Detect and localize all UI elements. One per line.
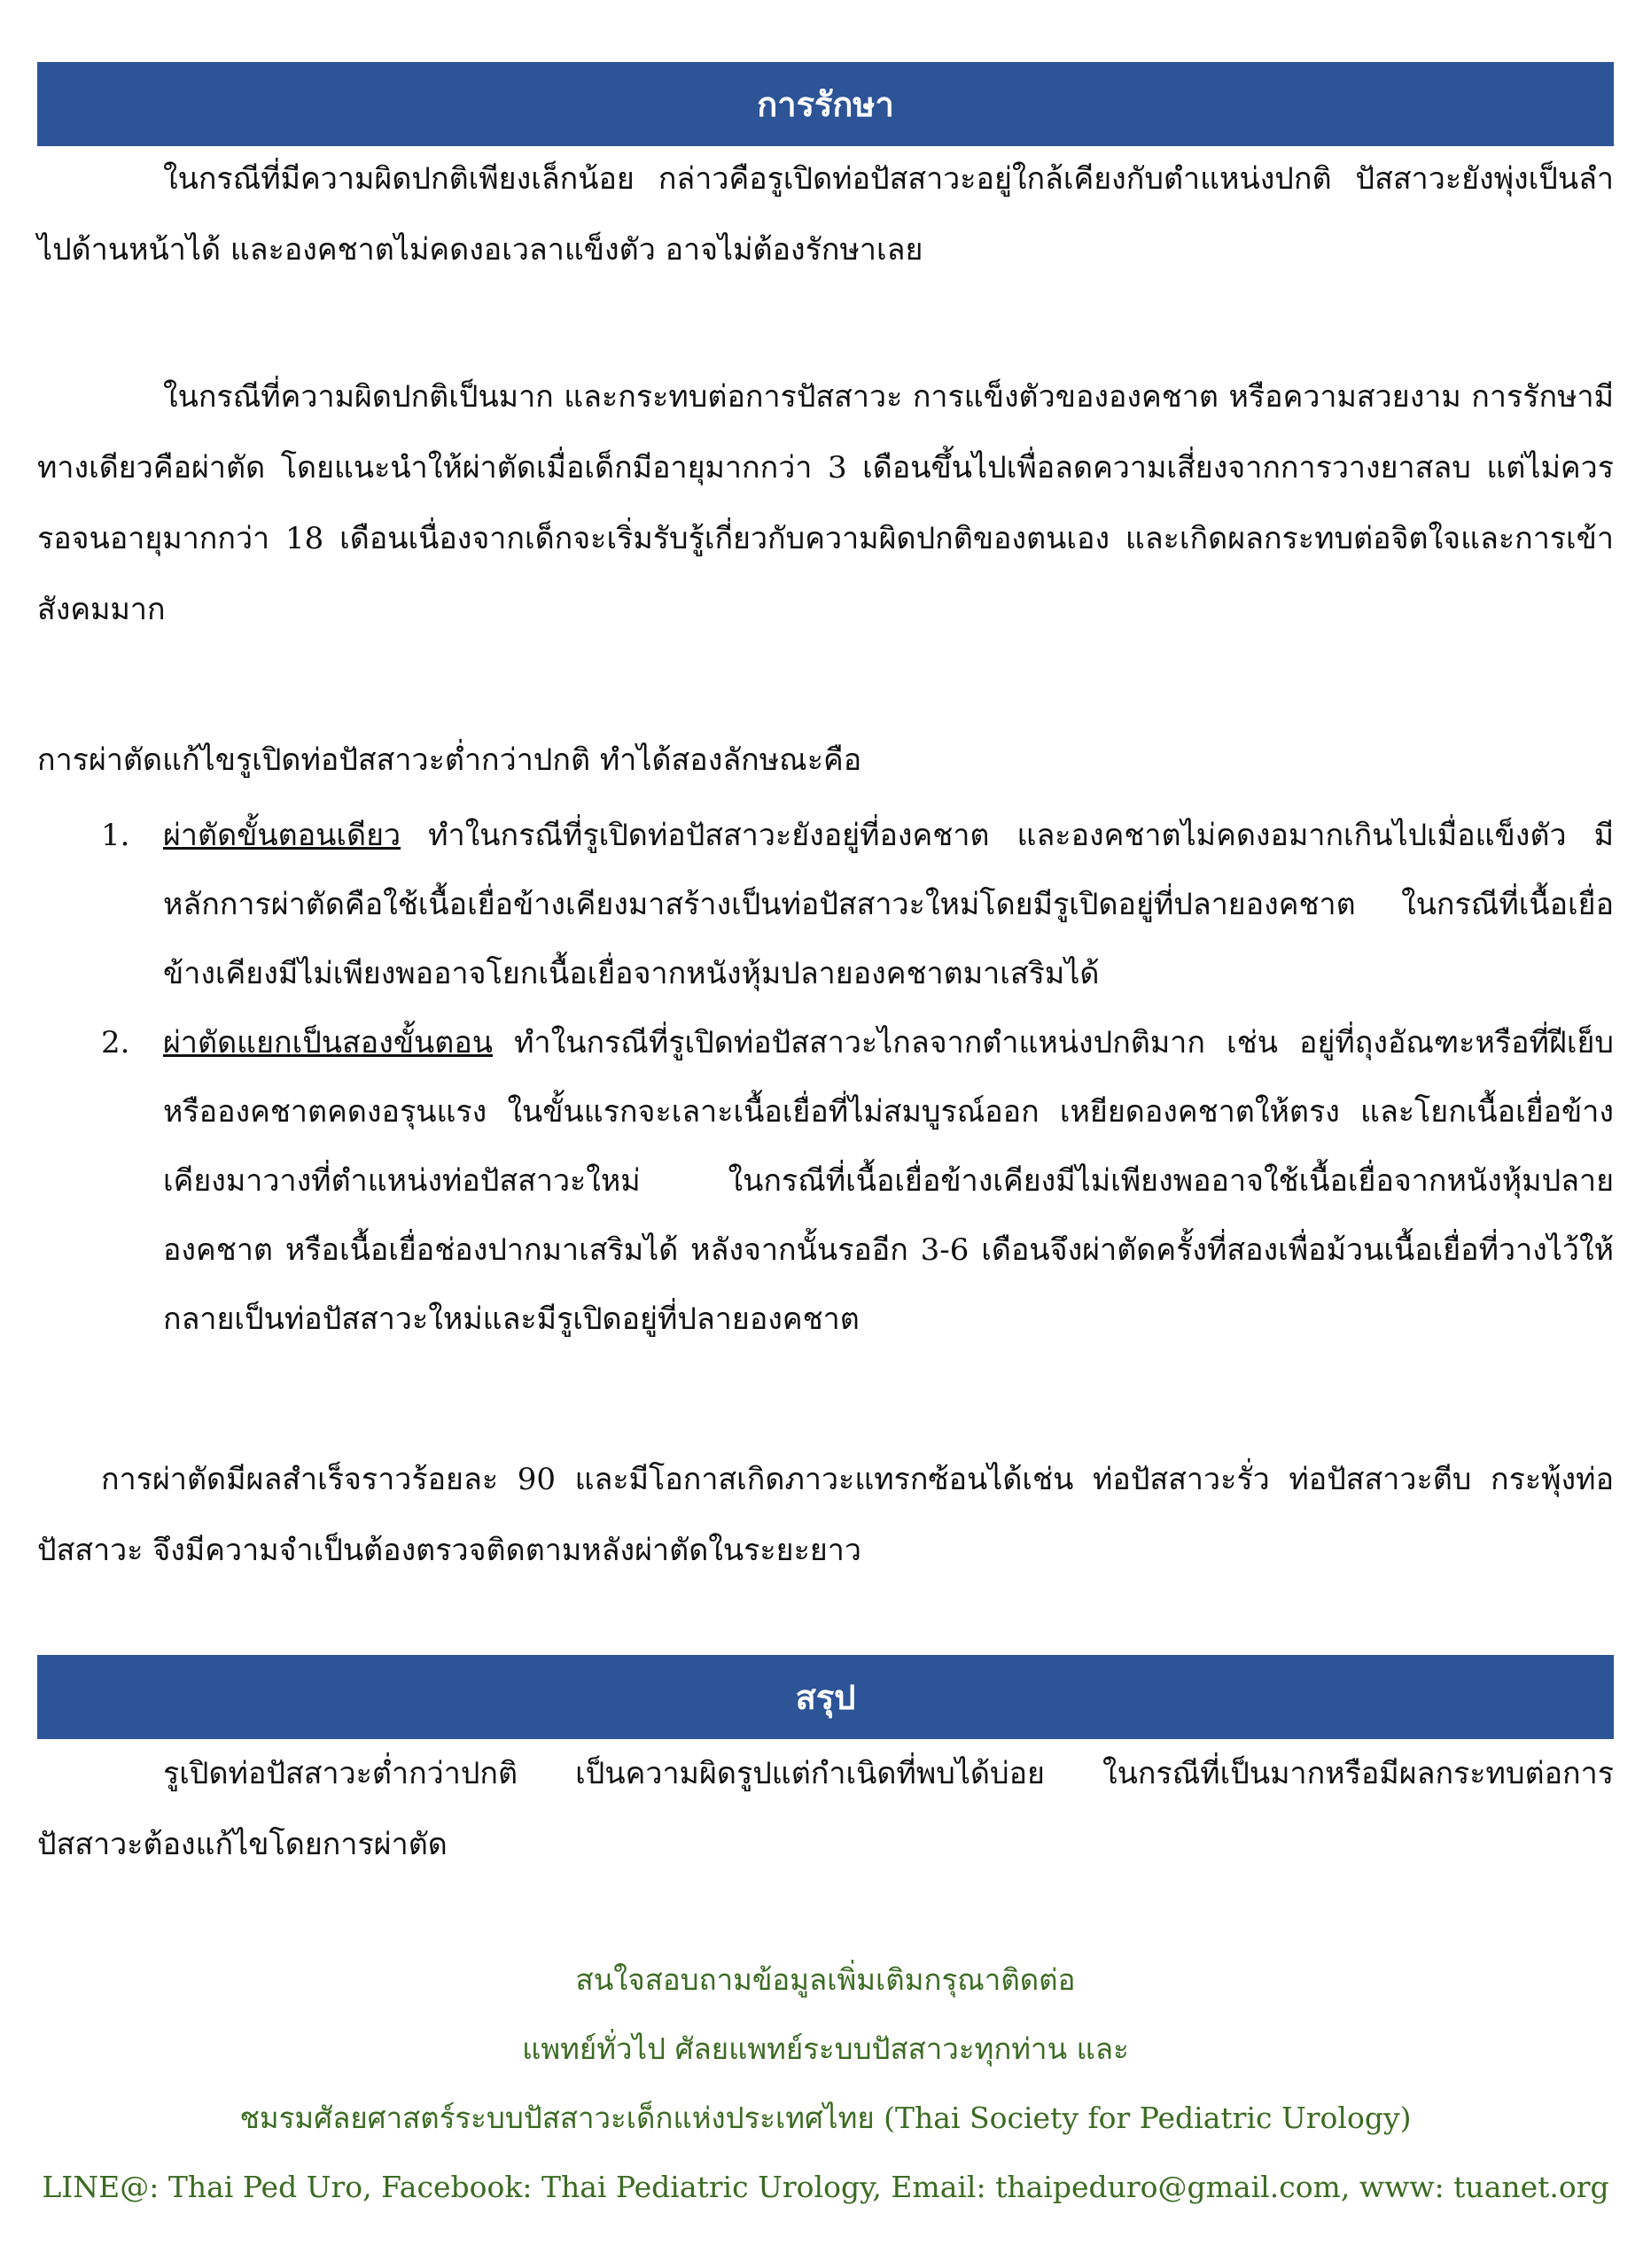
contact-line-2: แพทย์ทั่วไป ศัลยแพทย์ระบบปัสสาวะทุกท่าน และ bbox=[522, 2031, 1129, 2066]
list-item-title: ผ่าตัดแยกเป็นสองขั้นตอน bbox=[163, 1025, 494, 1060]
list-item-number: 2. bbox=[101, 1025, 130, 1060]
summary-heading-text: สรุป bbox=[795, 1677, 856, 1717]
contact-line-1: สนใจสอบถามข้อมูลเพิ่มเติมกรุณาติดต่อ bbox=[575, 1962, 1076, 1997]
contact-block bbox=[37, 1946, 1614, 2222]
summary-paragraph: รูเปิดท่อปัสสาวะต่ำกว่าปกติ เป็นความผิดรูปแต่กำเนิดที่พบได้บ่อย ในกรณีที่เป็นมากหรือมีผลกระทบต่อการปัสสาวะต้องแก้ไขโดยการผ่าตัด bbox=[37, 1756, 1614, 1862]
contact-line-4: LINE@: Thai Ped Uro, Facebook: Thai Pediatric Urology, Email: thaipeduro@gmail.com, www: tuanet.org bbox=[42, 2170, 1609, 2204]
list-item-title: ผ่าตัดขั้นตอนเดียว bbox=[163, 818, 401, 853]
surgery-intro: การผ่าตัดแก้ไขรูเปิดท่อปัสสาวะต่ำกว่าปกติ ทำได้สองลักษณะคือ bbox=[37, 742, 862, 778]
list-item-text: ทำในกรณีที่รูเปิดท่อปัสสาวะยังอยู่ที่องคชาต และองคชาตไม่คดงอมากเกินไปเมื่อแข็งตัว มีหลักการผ่าตัดคือใช้เนื้อเยื่อข้างเคียงมาสร้างเป็นท่อปัสสาวะใหม่โดยมีรูเปิดอยู่ที่ปลายองคชาต ในกรณีที่เนื้อเยื่อข้างเคียงมีไม่เพียงพออาจโยกเนื้อเยื่อจากหนังหุ้มปลายองคชาตมาเสริมได้ bbox=[163, 818, 1614, 991]
contact-line-3: ชมรมศัลยศาสตร์ระบบปัสสาวะเด็กแห่งประเทศไทย (Thai Society for Pediatric Urology) bbox=[239, 2101, 1412, 2135]
list-item-number: 1. bbox=[101, 818, 130, 853]
list-item bbox=[37, 1008, 1614, 1354]
treatment-paragraph-1: ในกรณีที่มีความผิดปกติเพียงเล็กน้อย กล่าวคือรูเปิดท่อปัสสาวะอยู่ใกล้เคียงกับตำแหน่งปกติ ปัสสาวะยังพุ่งเป็นลำไปด้านหน้าได้ และองคชาตไม่คดงอเวลาแข็งตัว อาจไม่ต้องรักษาเลย bbox=[37, 161, 1614, 268]
summary-heading bbox=[37, 1655, 1614, 1739]
list-item-text: ทำในกรณีที่รูเปิดท่อปัสสาวะไกลจากตำแหน่งปกติมาก เช่น อยู่ที่ถุงอัณฑะหรือที่ฝีเย็บ หรือองคชาตคดงอรุนแรง ในขั้นแรกจะเลาะเนื้อเยื่อที่ไม่สมบูรณ์ออก เหยียดองคชาตให้ตรง และโยกเนื้อเยื่อข้างเคียงมาวางที่ตำแหน่งท่อปัสสาวะใหม่ ในกรณีที่เนื้อเยื่อข้างเคียงมีไม่เพียงพออาจใช้เนื้อเยื่อจากหนังหุ้มปลายองคชาต หรือเนื้อเยื่อช่องปากมาเสริมได้ หลังจากนั้นรออีก 3-6 เดือนจึงผ่าตัดครั้งที่สองเพื่อม้วนเนื้อเยื่อที่วางไว้ให้กลายเป็นท่อปัสสาวะใหม่และมีรูเปิดอยู่ที่ปลายองคชาต bbox=[163, 1025, 1614, 1337]
treatment-heading-text: การรักษา bbox=[757, 84, 894, 124]
treatment-paragraph-2: ในกรณีที่ความผิดปกติเป็นมาก และกระทบต่อการปัสสาวะ การแข็งตัวขององคชาต หรือความสวยงาม การรักษามีทางเดียวคือผ่าตัด โดยแนะนำให้ผ่าตัดเมื่อเด็กมีอายุมากกว่า 3 เดือนขึ้นไปเพื่อลดความเสี่ยงจากการวางยาสลบ แต่ไม่ควรรอจนอายุมากกว่า 18 เดือนเนื่องจากเด็กจะเริ่มรับรู้เกี่ยวกับความผิดปกติของตนเอง และเกิดผลกระทบต่อจิตใจและการเข้าสังคมมาก bbox=[37, 379, 1614, 627]
treatment-heading bbox=[37, 62, 1614, 146]
list-item bbox=[37, 801, 1614, 1008]
surgery-options-list bbox=[37, 801, 1614, 1354]
treatment-paragraph-4: การผ่าตัดมีผลสำเร็จราวร้อยละ 90 และมีโอกาสเกิดภาวะแทรกซ้อนได้เช่น ท่อปัสสาวะรั่ว ท่อปัสสาวะตีบ กระพุ้งท่อปัสสาวะ จึงมีความจำเป็นต้องตรวจติดตามหลังผ่าตัดในระยะยาว bbox=[37, 1462, 1614, 1568]
